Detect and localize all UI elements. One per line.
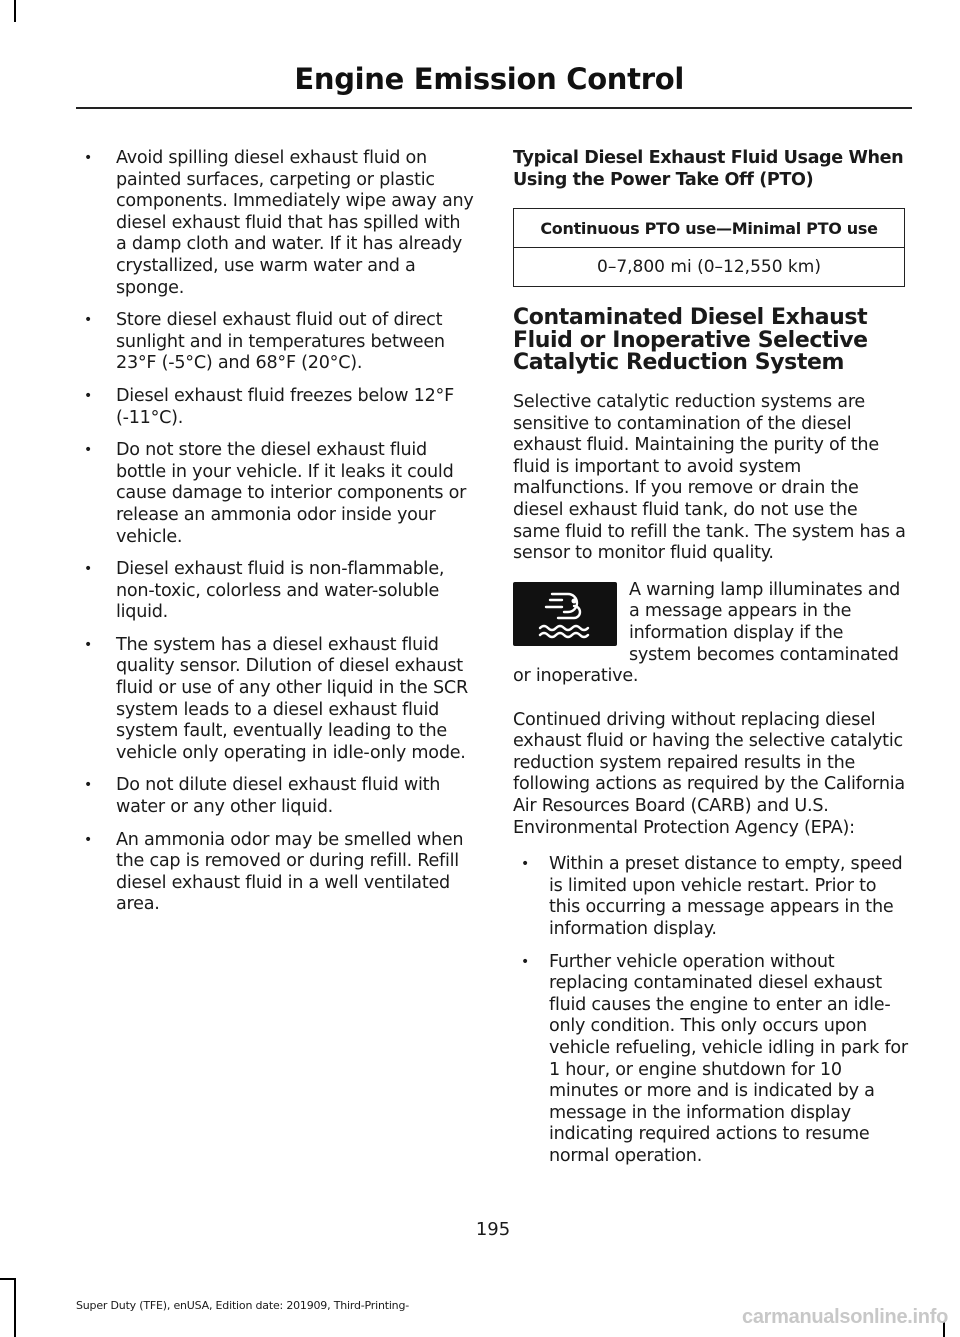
list-item: • Diesel exhaust fluid freezes below 12°F (-11°C). <box>84 385 454 428</box>
crop-mark-bottom-left-h <box>0 1278 16 1280</box>
watermark: carmanualsonline.info <box>742 1306 948 1328</box>
pto-heading: Typical Diesel Exhaust Fluid Usage When Using the Power Take Off (PTO) <box>513 148 904 190</box>
crop-mark-top-left <box>14 0 16 22</box>
pto-table-header: Continuous PTO use—Minimal PTO use <box>514 209 905 248</box>
list-item: • Do not store the diesel exhaust fluid bottle in your vehicle. If it leaks it could cause damage to interior components or release an ammonia odor inside your vehicle. <box>84 440 467 547</box>
warning-lamp-block <box>513 580 908 688</box>
list-item: • Store diesel exhaust fluid out of direct sunlight and in temperatures between 23°F (-5°C) and 68°F (20°C). <box>84 310 445 374</box>
list-item: • An ammonia odor may be smelled when the cap is removed or during refill. Refill diesel exhaust fluid in a well ventilated area. <box>84 829 464 915</box>
page-title: Engine Emission Control <box>294 62 684 96</box>
continued-driving-paragraph: Continued driving without replacing diesel exhaust fluid or having the selective catalytic reduction system repaired results in the following actions as required by the California Air Resources Board (CARB) and U.S. Environmental Protection Agency (EPA): <box>513 709 905 838</box>
crop-mark-bottom-left <box>14 1278 16 1337</box>
pto-table-value: 0–7,800 mi (0–12,550 km) <box>514 248 905 287</box>
list-item: • Further vehicle operation without replacing contaminated diesel exhaust fluid causes the engine to enter an idle-only condition. This only occurs upon vehicle refueling, vehicle idling in park for 1 hour, or engine shutdown for 10 minutes or more and is indicated by a message in the information display indicating required actions to resume normal operation. <box>521 951 908 1166</box>
edition-footer: Super Duty (TFE), enUSA, Edition date: 201909, Third-Printing- <box>76 1299 410 1312</box>
list-item: • Diesel exhaust fluid is non-flammable, non-toxic, colorless and water-soluble liquid. <box>84 559 445 623</box>
warning-lamp-text: A warning lamp illuminates and a message appears in the information display if the system becomes contaminated or inoperative. <box>513 579 901 687</box>
page-number: 195 <box>475 1219 511 1240</box>
left-bullet-list <box>76 148 476 916</box>
list-item: • Do not dilute diesel exhaust fluid with water or any other liquid. <box>84 775 441 818</box>
left-column <box>76 148 476 927</box>
list-item: • Avoid spilling diesel exhaust fluid on painted surfaces, carpeting or plastic components. Immediately wipe away any diesel exhaust fluid that has spilled with a damp cloth and water. If it has already crystallized, use warm water and a sponge. <box>84 148 474 298</box>
def-warning-icon <box>534 588 596 640</box>
contaminated-paragraph: Selective catalytic reduction systems are sensitive to contamination of the diesel exhaust fluid. Maintaining the purity of the fluid is important to avoid system malfunctions. If you remove or drain the diesel exhaust fluid tank, do not use the same fluid to refill the tank. The system has a sensor to monitor fluid quality. <box>513 391 906 564</box>
list-item: • Within a preset distance to empty, speed is limited upon vehicle restart. Prior to this occurring a message appears in the information display. <box>521 854 903 940</box>
diesel-exhaust-fluid-warning-icon <box>513 582 617 646</box>
right-bullet-list <box>513 854 908 1167</box>
header-divider <box>76 107 912 109</box>
pto-table <box>513 208 905 287</box>
contaminated-heading: Contaminated Diesel Exhaust Fluid or Inoperative Selective Catalytic Reduction System <box>513 305 868 376</box>
list-item: • The system has a diesel exhaust fluid quality sensor. Dilution of diesel exhaust fluid or use of any other liquid in the SCR system leads to a diesel exhaust fluid system fault, eventually leading to the vehicle only operating in idle-only mode. <box>84 634 468 763</box>
right-column <box>513 148 908 1179</box>
